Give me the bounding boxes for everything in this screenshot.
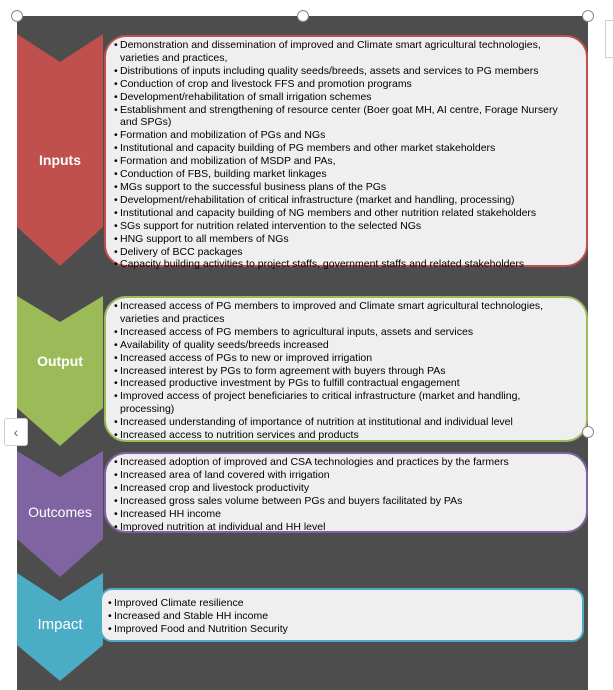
inputs-chevron <box>17 34 107 266</box>
resize-handle-middle-right[interactable] <box>582 426 594 438</box>
output-item: • Increased access of PGs to new or improved irrigation <box>114 352 572 365</box>
output-list <box>114 300 572 442</box>
inputs-item: • Delivery of BCC packages <box>114 246 572 259</box>
inputs-item: • Establishment and strengthening of resource center (Boer goat MH, AI centre, Forage Nursery and SPGs) <box>114 104 572 130</box>
output-item: • Improved access of project beneficiaries to critical infrastructure (market and handling, processing) <box>114 390 572 416</box>
outcomes-item: • Increased HH income <box>114 508 572 521</box>
inputs-label: Inputs <box>39 152 81 168</box>
resize-handle-top-center[interactable] <box>297 10 309 22</box>
outcomes-list <box>114 456 572 533</box>
impact-label: Impact <box>37 616 83 633</box>
outcomes-item: • Increased area of land covered with irrigation <box>114 469 572 482</box>
side-panel-edge[interactable] <box>605 20 613 58</box>
resize-handle-top-left[interactable] <box>11 10 23 22</box>
outcomes-label: Outcomes <box>28 504 92 520</box>
inputs-item: • SGs support for nutrition related intervention to the selected NGs <box>114 220 572 233</box>
inputs-box <box>104 35 588 271</box>
inputs-item: • Formation and mobilization of MSDP and PAs, <box>114 155 572 168</box>
inputs-item: • Distributions of inputs including quality seeds/breeds, assets and services to PG members <box>114 65 572 78</box>
inputs-chevron-shape <box>17 34 103 266</box>
impact-item: • Improved Food and Nutrition Security <box>108 623 568 636</box>
inputs-item: • MGs support to the successful business plans of the PGs <box>114 181 572 194</box>
output-item: • Increased access of PG members to agricultural inputs, assets and services <box>114 326 572 339</box>
outcomes-item: • Increased adoption of improved and CSA technologies and practices by the farmers <box>114 456 572 469</box>
impact-item: • Improved Climate resilience <box>108 597 568 610</box>
impact-list <box>108 597 568 636</box>
impact-box <box>100 588 584 642</box>
output-chevron <box>17 296 107 446</box>
inputs-item: • Institutional and capacity building of PG members and other market stakeholders <box>114 142 572 155</box>
outcomes-box <box>104 452 588 533</box>
output-box <box>104 296 588 442</box>
impact-item: • Increased and Stable HH income <box>108 610 568 623</box>
output-label: Output <box>37 353 83 369</box>
resize-handle-top-right[interactable] <box>582 10 594 22</box>
inputs-item: • Capacity building activities to project staffs, government staffs and related stakeholders <box>114 258 572 271</box>
inputs-item: • Demonstration and dissemination of improved and Climate smart agricultural technologies, varieties and practices, <box>114 39 572 65</box>
output-item: • Increased access of PG members to improved and Climate smart agricultural technologies, varieties and practices <box>114 300 572 326</box>
inputs-item: • Development/rehabilitation of small irrigation schemes <box>114 91 572 104</box>
output-item: • Increased interest by PGs to form agreement with buyers through PAs <box>114 365 572 378</box>
inputs-item: • Development/rehabilitation of critical infrastructure (market and handling, processing) <box>114 194 572 207</box>
outcomes-item: • Increased gross sales volume between PGs and buyers facilitated by PAs <box>114 495 572 508</box>
output-item: • Increased access to nutrition services and products <box>114 429 572 442</box>
inputs-list <box>114 39 572 271</box>
outcomes-item: • Improved nutrition at individual and HH level <box>114 521 572 534</box>
inputs-item: • Conduction of crop and livestock FFS and promotion programs <box>114 78 572 91</box>
outcomes-item: • Increased crop and livestock productivity <box>114 482 572 495</box>
inputs-item: • Formation and mobilization of PGs and NGs <box>114 129 572 142</box>
inputs-item: • Conduction of FBS, building market linkages <box>114 168 572 181</box>
output-item: • Availability of quality seeds/breeds increased <box>114 339 572 352</box>
collapse-panel-button[interactable] <box>4 418 28 446</box>
inputs-item: • HNG support to all members of NGs <box>114 233 572 246</box>
output-item: • Increased understanding of importance of nutrition at institutional and individual level <box>114 416 572 429</box>
chevron-left-icon: ‹ <box>13 424 19 440</box>
inputs-item: • Institutional and capacity building of NG members and other nutrition related stakeholders <box>114 207 572 220</box>
output-item: • Increased productive investment by PGs to fulfill contractual engagement <box>114 377 572 390</box>
